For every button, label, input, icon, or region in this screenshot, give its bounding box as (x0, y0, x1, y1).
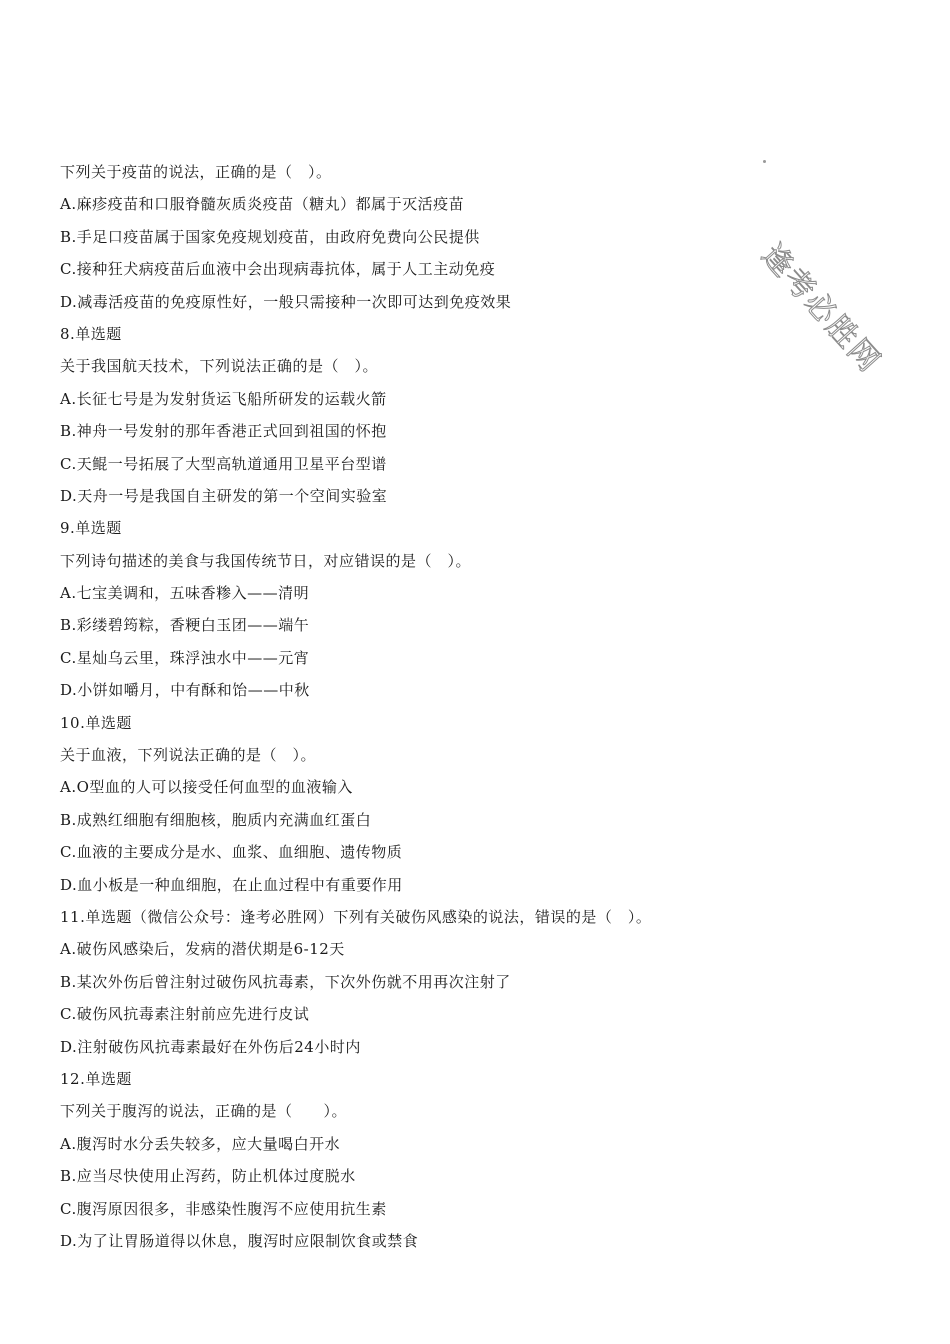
q9-option-a: A.七宝美调和，五味香糁入——清明 (60, 584, 310, 603)
q9-option-c: C.星灿乌云里，珠浮浊水中——元宵 (60, 648, 310, 667)
q9-heading: 9.单选题 (60, 519, 122, 538)
q7-option-a: A.麻疹疫苗和口服脊髓灰质炎疫苗（糖丸）都属于灭活疫苗 (60, 195, 465, 214)
q8-option-c: C.天鲲一号拓展了大型高轨道通用卫星平台型谱 (60, 454, 387, 473)
q7-stem: 下列关于疫苗的说法，正确的是（ ）。 (60, 163, 332, 181)
q8-stem: 关于我国航天技术，下列说法正确的是（ ）。 (60, 357, 379, 376)
q12-stem: 下列关于腹泻的说法，正确的是（ ）。 (60, 1102, 348, 1121)
q7-option-d: D.减毒活疫苗的免疫原性好，一般只需接种一次即可达到免疫效果 (60, 292, 512, 311)
q10-heading: 10.单选题 (60, 713, 132, 732)
q7-option-c: C.接种狂犬病疫苗后血液中会出现病毒抗体，属于人工主动免疫 (60, 260, 496, 279)
q9-option-b: B.彩缕碧筠粽，香粳白玉团——端午 (60, 616, 310, 635)
q8-heading: 8.单选题 (60, 324, 122, 343)
q10-option-a: A.O型血的人可以接受任何血型的血液输入 (60, 778, 353, 797)
q10-option-b: B.成熟红细胞有细胞核，胞质内充满血红蛋白 (60, 810, 372, 829)
q10-option-d: D.血小板是一种血细胞，在止血过程中有重要作用 (60, 875, 403, 894)
q12-option-c: C.腹泻原因很多，非感染性腹泻不应使用抗生素 (60, 1199, 387, 1218)
q12-option-d: D.为了让胃肠道得以休息，腹泻时应限制饮食或禁食 (60, 1231, 419, 1250)
q11-option-d: D.注射破伤风抗毒素最好在外伤后24小时内 (60, 1037, 361, 1056)
q12-heading: 12.单选题 (60, 1069, 132, 1088)
q11-option-a: A.破伤风感染后，发病的潜伏期是6-12天 (60, 940, 345, 959)
q9-option-d: D.小饼如嚼月，中有酥和饴——中秋 (60, 681, 310, 700)
q8-option-a: A.长征七号是为发射货运飞船所研发的运载火箭 (60, 389, 387, 408)
watermark-stamp: 逢考必胜网 (754, 237, 888, 380)
q9-stem: 下列诗句描述的美食与我国传统节日，对应错误的是（ ）。 (60, 551, 472, 570)
q8-option-b: B.神舟一号发射的那年香港正式回到祖国的怀抱 (60, 422, 387, 441)
q10-stem: 关于血液，下列说法正确的是（ ）。 (60, 746, 317, 765)
question-list (60, 156, 860, 1257)
q11-option-c: C.破伤风抗毒素注射前应先进行皮试 (60, 1005, 310, 1024)
q12-option-b: B.应当尽快使用止泻药，防止机体过度脱水 (60, 1167, 356, 1186)
q11-option-b: B.某次外伤后曾注射过破伤风抗毒素，下次外伤就不用再次注射了 (60, 972, 511, 991)
q7-option-b: B.手足口疫苗属于国家免疫规划疫苗，由政府免费向公民提供 (60, 227, 480, 246)
q8-option-d: D.天舟一号是我国自主研发的第一个空间实验室 (60, 486, 388, 505)
q11-heading-stem: 11.单选题（微信公众号：逢考必胜网）下列有关破伤风感染的说法，错误的是（ ）。 (60, 907, 652, 926)
q12-option-a: A.腹泻时水分丢失较多，应大量喝白开水 (60, 1134, 341, 1153)
q10-option-c: C.血液的主要成分是水、血浆、血细胞、遗传物质 (60, 843, 403, 862)
